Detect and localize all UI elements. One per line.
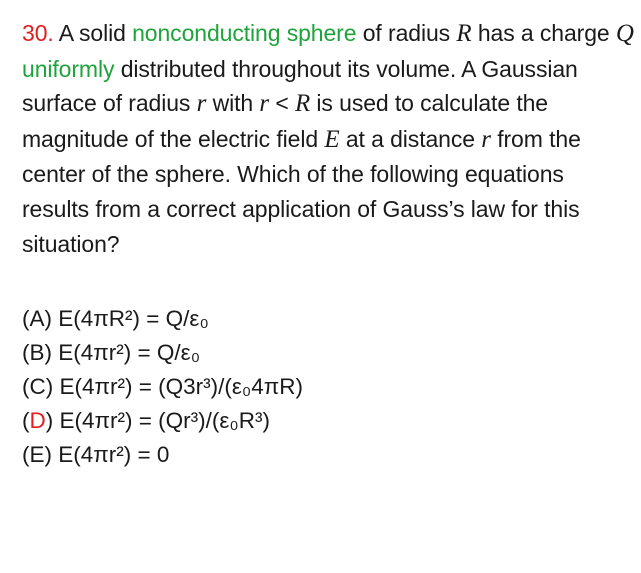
variable-E: E bbox=[324, 125, 340, 153]
question-text bbox=[22, 16, 634, 261]
highlight-uniformly: uniformly bbox=[22, 55, 115, 82]
choice-letter: (E) bbox=[22, 442, 52, 467]
choice-letter bbox=[22, 408, 53, 433]
choice-letter-highlight: D bbox=[29, 408, 46, 433]
choice-expression: E(4πr²) = 0 bbox=[58, 442, 170, 467]
choice-expression: E(4πR²) = Q/ε₀ bbox=[58, 306, 209, 331]
variable-r: r bbox=[481, 125, 491, 153]
question-segment: A solid bbox=[58, 20, 126, 46]
question-segment: with bbox=[212, 90, 254, 117]
answer-choices bbox=[22, 302, 303, 472]
choice-expression: E(4πr²) = (Qr³)/(ε₀R³) bbox=[59, 408, 270, 433]
question-segment: from the center of the sphere. Which of the following equations results from a correct application of Gauss’s law for this situation? bbox=[22, 125, 581, 257]
choice-letter: (A) bbox=[22, 306, 52, 331]
choice-letter-paren: ) bbox=[45, 408, 54, 433]
question-segment: has a charge bbox=[477, 20, 610, 46]
variable-Q: Q bbox=[615, 20, 634, 47]
choice-letter-paren: ( bbox=[22, 408, 30, 433]
variable-R: R bbox=[456, 20, 472, 47]
question-segment: < bbox=[275, 90, 295, 117]
choice-c[interactable] bbox=[22, 370, 303, 404]
choice-d[interactable] bbox=[22, 404, 303, 438]
highlight-nonconducting: nonconducting sphere bbox=[132, 20, 357, 46]
question-segment: is used to calculate the magnitude of the electric field bbox=[22, 90, 548, 152]
question-segment: at a distance bbox=[345, 125, 475, 152]
question-segment: distributed throughout its volume. A Gaussian surface of radius bbox=[22, 55, 578, 117]
variable-r: r bbox=[259, 90, 270, 118]
choice-letter: (B) bbox=[22, 340, 52, 365]
variable-R: R bbox=[294, 90, 311, 118]
choice-expression: E(4πr²) = (Q3r³)/(ε₀4πR) bbox=[59, 374, 304, 399]
choice-e[interactable] bbox=[22, 438, 303, 472]
question-segment: of radius bbox=[362, 20, 451, 46]
choice-b[interactable] bbox=[22, 336, 303, 370]
choice-a[interactable] bbox=[22, 302, 303, 336]
choice-expression: E(4πr²) = Q/ε₀ bbox=[58, 340, 201, 365]
choice-letter: (C) bbox=[22, 374, 54, 399]
question-number: 30. bbox=[22, 20, 54, 46]
variable-r: r bbox=[196, 90, 207, 118]
